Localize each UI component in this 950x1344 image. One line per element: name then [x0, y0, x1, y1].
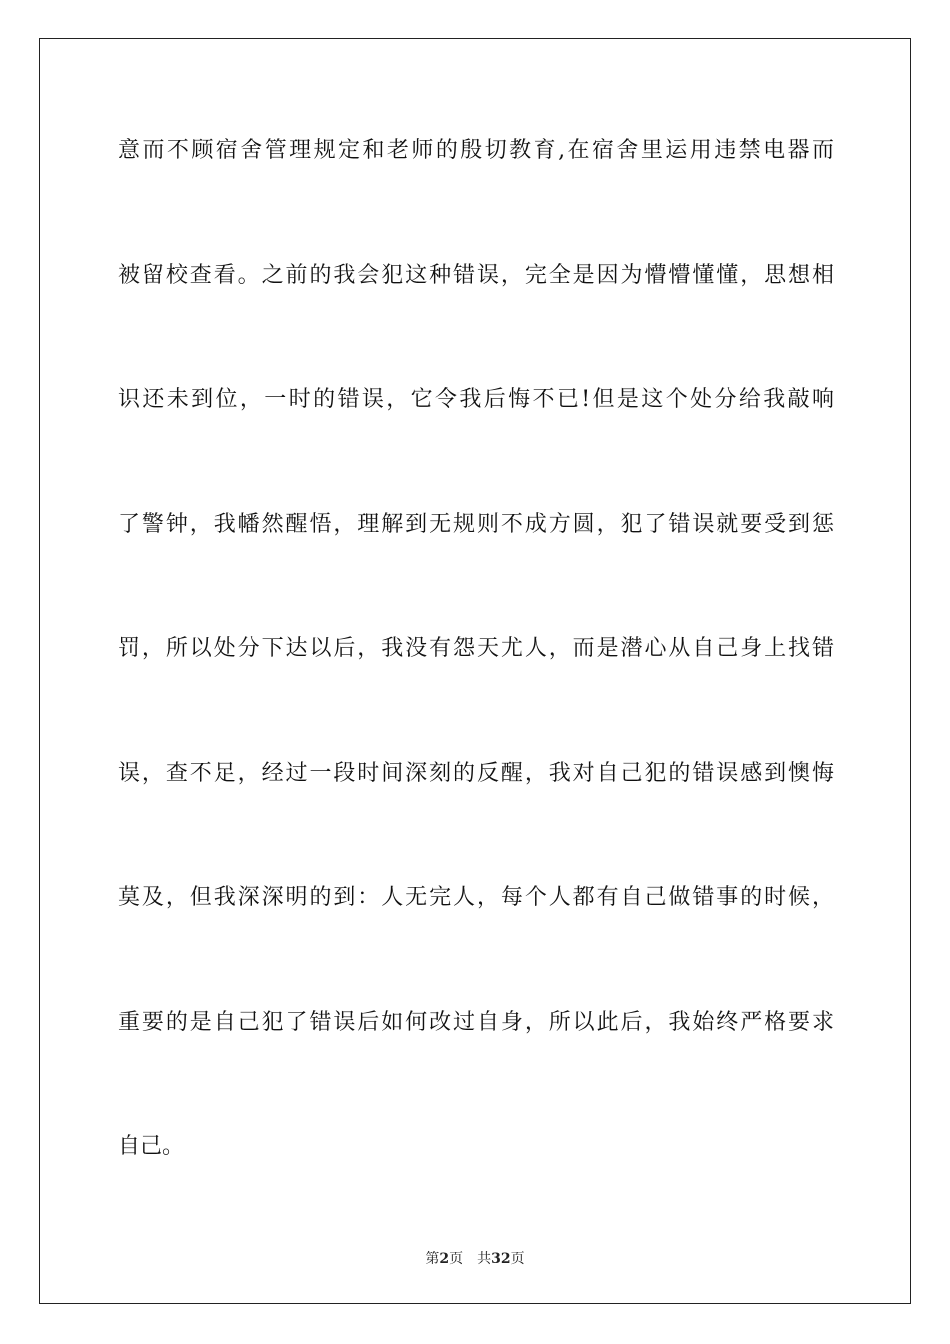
text-line-1: 意而不顾宿舍管理规定和老师的殷切教育,在宿舍里运用违禁电器而 — [118, 138, 834, 163]
text-line-7: 莫及，但我深深明的到：人无完人，每个人都有自己做错事的时候， — [118, 885, 834, 910]
page-border — [39, 38, 911, 1304]
page-suffix: 页 — [449, 1251, 464, 1267]
page-number: 2 — [439, 1251, 450, 1267]
text-line-4: 了警钟，我幡然醒悟，理解到无规则不成方圆，犯了错误就要受到惩 — [118, 512, 834, 537]
text-line-3: 识还未到位，一时的错误，它令我后悔不已!但是这个处分给我敲响 — [118, 387, 834, 412]
total-pages: 32 — [491, 1251, 511, 1267]
page-prefix: 第 — [425, 1251, 440, 1267]
total-suffix: 页 — [510, 1251, 525, 1267]
page-footer — [0, 1248, 950, 1268]
text-line-6: 误，查不足，经过一段时间深刻的反醒，我对自己犯的错误感到懊悔 — [118, 761, 834, 786]
text-line-5: 罚，所以处分下达以后，我没有怨天尤人，而是潜心从自己身上找错 — [118, 636, 834, 661]
text-line-8: 重要的是自己犯了错误后如何改过自身，所以此后，我始终严格要求 — [118, 1010, 834, 1035]
total-prefix: 共 — [477, 1251, 492, 1267]
text-line-9: 自己。 — [118, 1134, 185, 1159]
text-line-2: 被留校查看。之前的我会犯这种错误，完全是因为懵懵懂懂，思想相 — [118, 263, 834, 288]
